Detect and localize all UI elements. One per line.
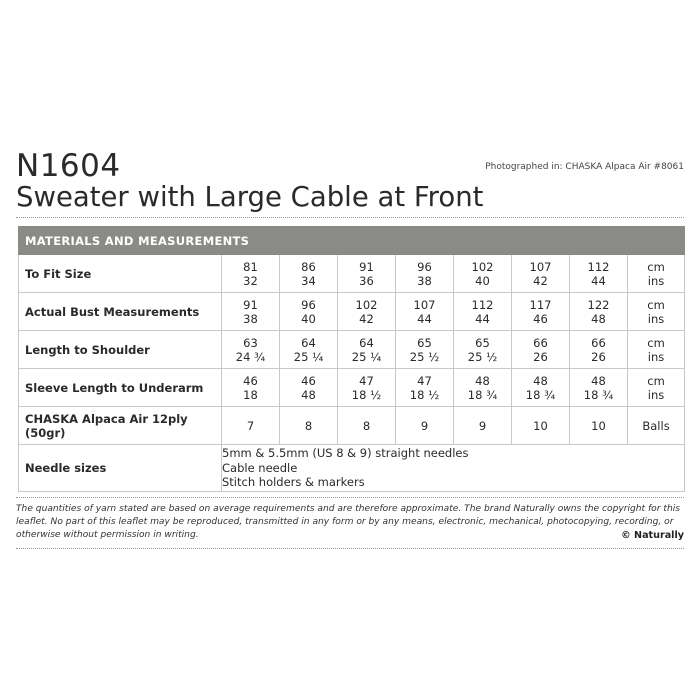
table-cell: 117 46 [512,293,570,331]
table-cell: 8 [280,407,338,445]
table-cell: 8 [338,407,396,445]
table-row-sleeve-length [19,369,685,407]
table-cell: 86 34 [280,255,338,293]
table-cell: 107 42 [512,255,570,293]
row-label: Length to Shoulder [19,331,222,369]
table-cell: 48 18 ¾ [570,369,628,407]
table-cell: 66 26 [570,331,628,369]
table-cell: 46 48 [280,369,338,407]
table-cell: 102 42 [338,293,396,331]
materials-measurements-table [18,226,685,492]
row-label: CHASKA Alpaca Air 12ply (50gr) [19,407,222,445]
table-cell: 7 [222,407,280,445]
table-cell: 65 25 ½ [396,331,454,369]
photographed-in-note: Photographed in: CHASKA Alpaca Air #8061 [485,162,684,172]
needle-item: Stitch holders & markers [222,475,365,490]
table-row-length-to-shoulder [19,331,685,369]
middle-divider [16,497,684,498]
table-cell: 47 18 ½ [396,369,454,407]
row-label: Actual Bust Measurements [19,293,222,331]
table-cell: 66 26 [512,331,570,369]
table-cell: 63 24 ¾ [222,331,280,369]
pattern-title: Sweater with Large Cable at Front [16,181,484,213]
row-label: Sleeve Length to Underarm [19,369,222,407]
table-cell: 96 38 [396,255,454,293]
table-cell: 10 [512,407,570,445]
table-cell: 122 48 [570,293,628,331]
table-heading: MATERIALS AND MEASUREMENTS [19,227,685,255]
table-cell: 47 18 ½ [338,369,396,407]
table-cell: 10 [570,407,628,445]
unit-cell: cm ins [628,331,685,369]
needle-item: Cable needle [222,460,298,475]
table-cell: 65 25 ½ [454,331,512,369]
unit-cell: cm ins [628,369,685,407]
table-cell: 48 18 ¾ [512,369,570,407]
table-row-needle-sizes [19,445,685,492]
table-row-yarn-balls [19,407,685,445]
table-cell: 91 36 [338,255,396,293]
table-row-to-fit-size [19,255,685,293]
table-cell: 107 44 [396,293,454,331]
bottom-divider [16,548,684,549]
table-cell: 9 [396,407,454,445]
row-label: To Fit Size [19,255,222,293]
needle-list [222,445,685,492]
table-cell: 96 40 [280,293,338,331]
unit-cell: cm ins [628,293,685,331]
pattern-code: N1604 [16,148,121,184]
table-cell: 102 40 [454,255,512,293]
table-cell: 46 18 [222,369,280,407]
top-divider [16,217,684,218]
unit-cell: Balls [628,407,685,445]
table-cell: 64 25 ¼ [280,331,338,369]
copyright-mark: © Naturally [621,530,684,541]
disclaimer-text: The quantities of yarn stated are based on average requirements and are therefore approximate. The brand Naturally owns the copyright for this leaflet. No part of this leaflet may be reproduced, transmitted in any form or by any means, electronic, mechanical, photocopying, recording, or otherwise without permission in writing. [16,504,680,540]
copyright-disclaimer [16,503,686,542]
table-row-actual-bust [19,293,685,331]
table-cell: 9 [454,407,512,445]
table-cell: 81 32 [222,255,280,293]
unit-cell: cm ins [628,255,685,293]
table-cell: 64 25 ¼ [338,331,396,369]
table-cell: 91 38 [222,293,280,331]
needle-item: 5mm & 5.5mm (US 8 & 9) straight needles [222,446,469,461]
table-cell: 48 18 ¾ [454,369,512,407]
table-cell: 112 44 [570,255,628,293]
row-label: Needle sizes [19,445,222,492]
table-cell: 112 44 [454,293,512,331]
